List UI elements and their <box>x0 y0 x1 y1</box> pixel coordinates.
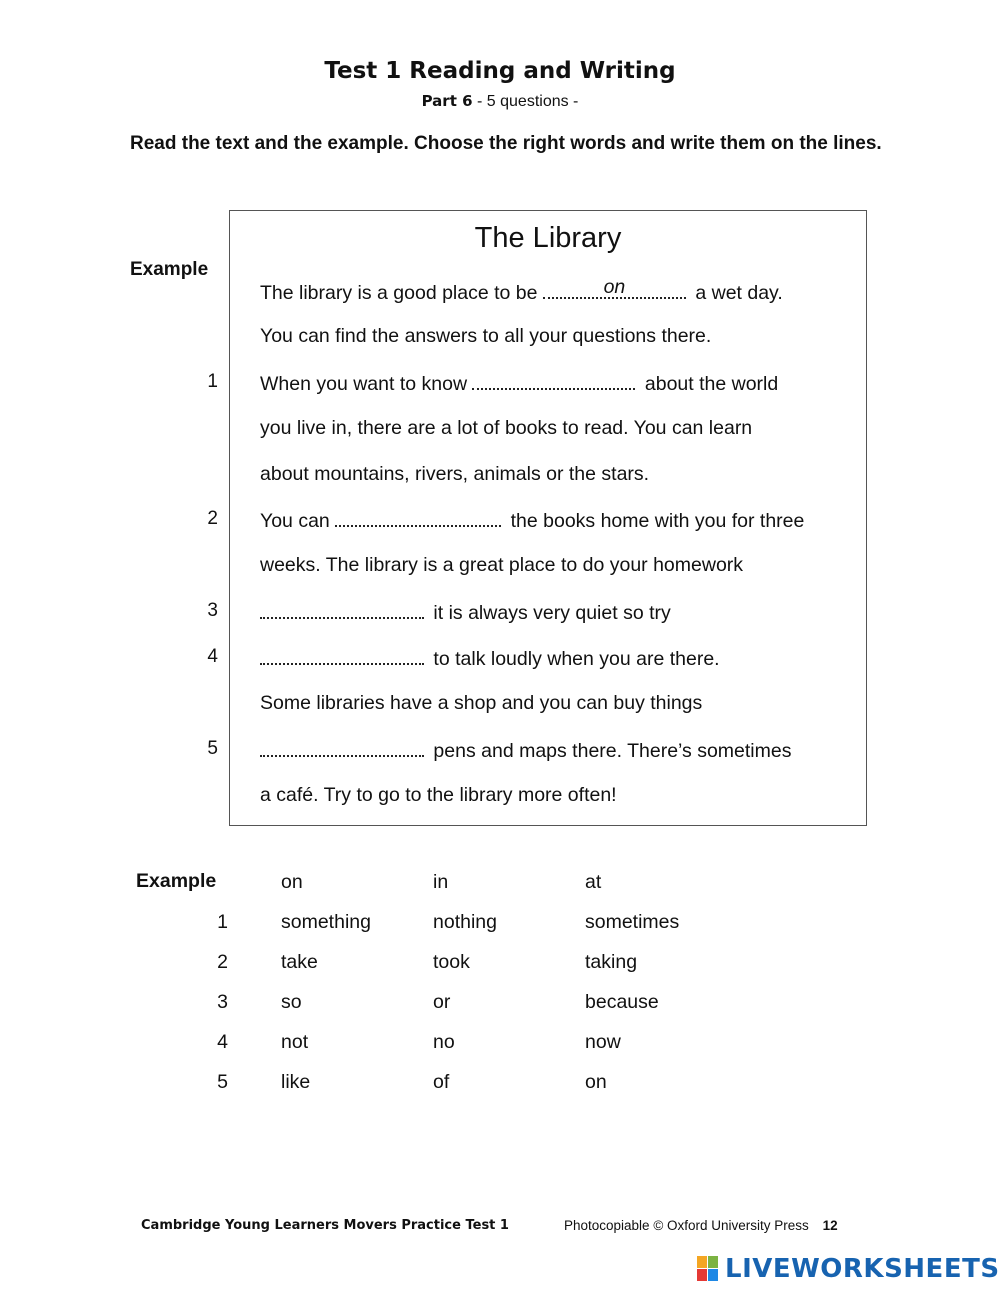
line-text: the books home with you for three <box>510 510 805 532</box>
example-answer-blank <box>543 276 686 299</box>
line-text: it is always very quiet so try <box>433 602 671 624</box>
option-choice: not <box>281 1031 309 1053</box>
story-line: weeks. The library is a great place to do your homework <box>260 554 744 576</box>
option-choice: like <box>281 1071 311 1093</box>
line-text: to talk loudly when you are there. <box>433 648 720 670</box>
footer-copyright <box>564 1218 838 1233</box>
option-choice: in <box>433 871 449 893</box>
option-number: 2 <box>217 951 228 973</box>
option-choice: on <box>281 871 303 893</box>
story-example-label: Example <box>130 259 209 280</box>
option-number: 1 <box>217 911 228 933</box>
line-text: The library is a good place to be <box>260 282 538 304</box>
page-subtitle <box>0 92 1000 111</box>
page-title: Test 1 Reading and Writing <box>324 58 676 84</box>
question-number: 1 <box>207 371 218 392</box>
story-line-q5 <box>260 737 791 763</box>
story-line: You can find the answers to all your questions there. <box>260 325 712 347</box>
question-number: 4 <box>207 646 218 667</box>
part-label: Part 6 <box>421 92 473 110</box>
answer-blank-2[interactable] <box>335 507 501 527</box>
questions-count: - 5 questions - <box>477 93 579 110</box>
story-line: about mountains, rivers, animals or the stars. <box>260 463 650 485</box>
answer-blank-5[interactable] <box>260 737 424 757</box>
option-number: 4 <box>217 1031 228 1053</box>
example-answer: on <box>603 276 626 298</box>
story-line-q2 <box>260 507 804 533</box>
story-line-example <box>260 276 783 305</box>
line-text: pens and maps there. There’s sometimes <box>433 740 792 762</box>
answer-blank-3[interactable] <box>260 599 424 619</box>
question-number: 5 <box>207 738 218 759</box>
option-choice: now <box>585 1031 621 1053</box>
line-text: When you want to know <box>260 373 468 395</box>
instructions: Read the text and the example. Choose the right words and write them on the lines. <box>130 133 882 154</box>
story-line-q3 <box>260 599 671 625</box>
option-choice: taking <box>585 951 638 973</box>
line-text: about the world <box>644 373 779 395</box>
story-line-q1 <box>260 370 778 396</box>
option-choice: on <box>585 1071 607 1093</box>
option-choice: so <box>281 991 302 1013</box>
option-choice: take <box>281 951 318 973</box>
liveworksheets-brand[interactable] <box>697 1254 1000 1284</box>
liveworksheets-logo-icon <box>697 1256 719 1282</box>
answer-blank-4[interactable] <box>260 645 424 665</box>
story-title: The Library <box>474 222 622 254</box>
question-number: 3 <box>207 600 218 621</box>
brand-name: LIVEWORKSHEETS <box>725 1254 1000 1284</box>
option-choice: sometimes <box>585 911 680 933</box>
copyright-text: Photocopiable © Oxford University Press <box>564 1218 809 1233</box>
option-choice: took <box>433 951 470 973</box>
story-line: you live in, there are a lot of books to read. You can learn <box>260 417 753 439</box>
line-text: You can <box>260 510 330 532</box>
page-number: 12 <box>822 1218 838 1233</box>
story-line-q4 <box>260 645 720 671</box>
option-choice: something <box>281 911 371 933</box>
options-example-label: Example <box>136 870 217 892</box>
option-number: 3 <box>217 991 228 1013</box>
option-number: 5 <box>217 1071 228 1093</box>
line-text: a wet day. <box>695 282 783 304</box>
answer-blank-1[interactable] <box>472 370 635 390</box>
footer-series: Cambridge Young Learners Movers Practice Test 1 <box>141 1218 509 1233</box>
story-line: Some libraries have a shop and you can buy things <box>260 692 703 714</box>
question-number: 2 <box>207 508 218 529</box>
option-choice: or <box>433 991 451 1013</box>
option-choice: nothing <box>433 911 497 933</box>
option-choice: of <box>433 1071 450 1093</box>
story-line: a café. Try to go to the library more often! <box>260 784 617 806</box>
option-choice: no <box>433 1031 455 1053</box>
option-choice: at <box>585 871 602 893</box>
option-choice: because <box>585 991 659 1013</box>
